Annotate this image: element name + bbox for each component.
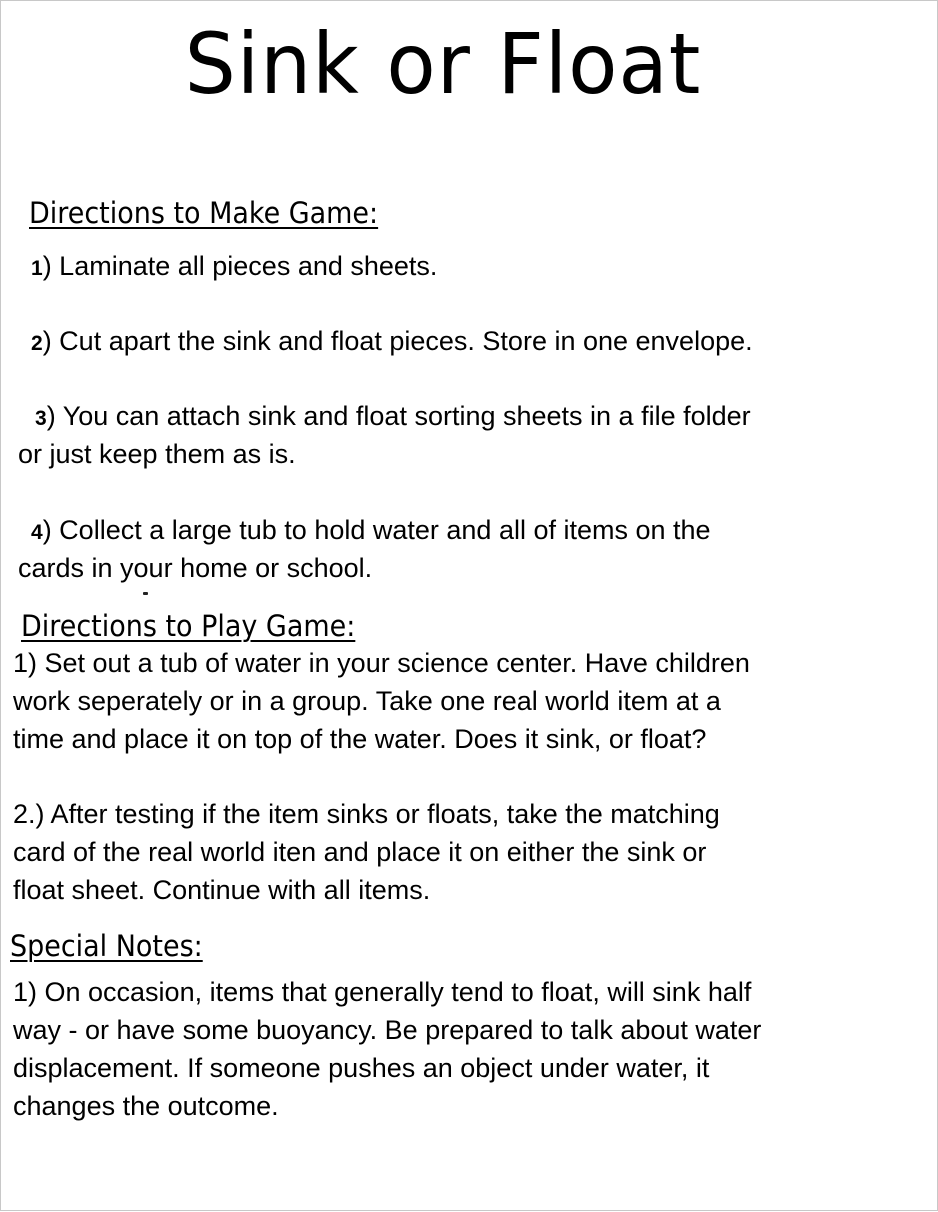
note-1-line-2: way - or have some buoyancy. Be prepared to talk about water: [13, 1015, 762, 1045]
make-step-3-line-2: or just keep them as is.: [18, 439, 296, 469]
note-1-line-3: displacement. If someone pushes an object under water, it: [13, 1053, 710, 1083]
make-step-1-number: 1: [31, 257, 43, 280]
note-1-line-1: 1) On occasion, items that generally tend to float, will sink half: [13, 977, 752, 1007]
play-game-heading: Directions to Play Game:: [21, 609, 356, 643]
make-step-3-number: 3: [35, 407, 47, 430]
make-step-2: [31, 322, 753, 363]
note-1-line-4: changes the outcome.: [13, 1091, 279, 1121]
ink-speck: [143, 592, 148, 595]
play-step-1-line-3: time and place it on top of the water. Does it sink, or float?: [13, 724, 707, 754]
make-step-1: [31, 247, 437, 288]
make-step-1-line-1: ) Laminate all pieces and sheets.: [42, 251, 438, 281]
make-step-3: [35, 397, 751, 438]
play-step-1-line-1: 1) Set out a tub of water in your science center. Have children: [13, 648, 750, 678]
make-step-4-number: 4: [31, 521, 43, 544]
make-step-4-line-1: ) Collect a large tub to hold water and all of items on the: [42, 515, 711, 545]
page-title: Sink or Float: [184, 15, 702, 113]
make-step-4-line-2: cards in your home or school.: [18, 553, 373, 583]
play-step-2-line-3: float sheet. Continue with all items.: [13, 875, 431, 905]
make-step-2-number: 2: [31, 332, 43, 355]
play-step-2-line-1: 2.) After testing if the item sinks or floats, take the matching: [13, 799, 720, 829]
make-step-3-line-1: ) You can attach sink and float sorting sheets in a file folder: [46, 401, 751, 431]
play-step-1-line-2: work seperately or in a group. Take one real world item at a: [13, 686, 721, 716]
make-step-4: [31, 511, 711, 552]
play-step-2-line-2: card of the real world iten and place it on either the sink or: [13, 837, 707, 867]
special-notes-heading: Special Notes:: [10, 929, 203, 963]
make-step-2-line-1: ) Cut apart the sink and float pieces. Store in one envelope.: [42, 326, 753, 356]
make-game-heading: Directions to Make Game:: [29, 196, 379, 230]
